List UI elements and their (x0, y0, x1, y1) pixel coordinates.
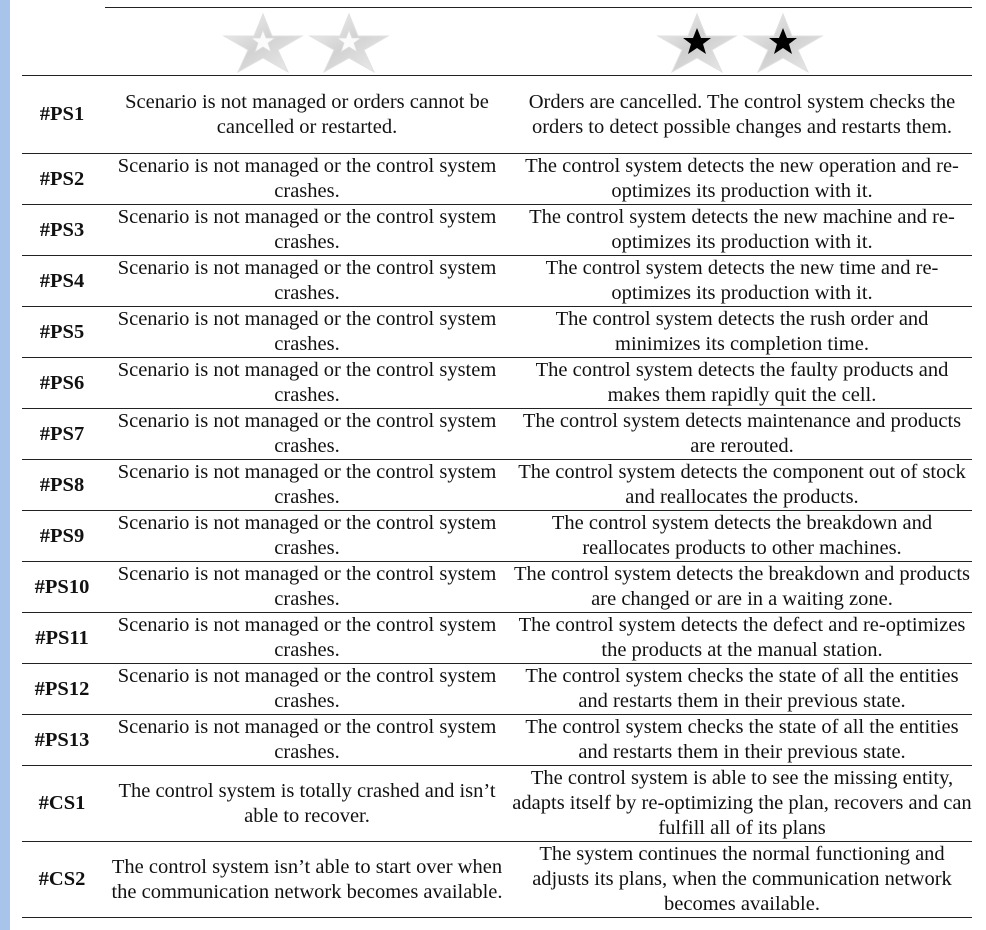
scenario-id: #PS8 (22, 460, 102, 511)
low-result-cell: Scenario is not managed or orders cannot be cancelled or restarted. (102, 76, 512, 154)
silver-star-icon (308, 12, 390, 74)
high-result-cell: The control system detects the new operation and re-optimizes its production with it. (512, 154, 972, 205)
table-row (22, 154, 972, 205)
scenario-id: #PS9 (22, 511, 102, 562)
silver-star-icon (222, 12, 304, 74)
high-result-cell: The control system detects the new machine and re-optimizes its production with it. (512, 205, 972, 256)
table-row (22, 511, 972, 562)
table-row (22, 205, 972, 256)
high-result-cell: The control system detects the defect and re-optimizes the products at the manual station. (512, 613, 972, 664)
high-result-cell: The control system detects the component out of stock and reallocates the products. (512, 460, 972, 511)
table-row (22, 766, 972, 842)
table-row (22, 307, 972, 358)
low-result-cell: Scenario is not managed or the control system crashes. (102, 154, 512, 205)
high-result-cell: The control system checks the state of all the entities and restarts them in their previous state. (512, 664, 972, 715)
low-result-cell: Scenario is not managed or the control system crashes. (102, 511, 512, 562)
scenario-id: #PS1 (22, 76, 102, 154)
high-result-cell: The control system detects the breakdown and reallocates products to other machines. (512, 511, 972, 562)
low-result-cell: Scenario is not managed or the control system crashes. (102, 562, 512, 613)
low-result-cell: Scenario is not managed or the control system crashes. (102, 256, 512, 307)
black-star-icon (656, 12, 738, 74)
scenario-id: #PS5 (22, 307, 102, 358)
table-row (22, 358, 972, 409)
table-row (22, 664, 972, 715)
scenario-table (22, 75, 972, 918)
high-result-cell: The control system detects the rush order and minimizes its completion time. (512, 307, 972, 358)
scenario-id: #CS2 (22, 842, 102, 918)
table-row (22, 562, 972, 613)
low-rating-stars (222, 12, 390, 72)
scenario-id: #CS1 (22, 766, 102, 842)
scenario-id: #PS3 (22, 205, 102, 256)
high-result-cell: Orders are cancelled. The control system checks the orders to detect possible changes and restarts them. (512, 76, 972, 154)
high-result-cell: The control system detects the new time and re-optimizes its production with it. (512, 256, 972, 307)
table-row (22, 715, 972, 766)
scenario-id: #PS2 (22, 154, 102, 205)
table-row (22, 409, 972, 460)
high-result-cell: The control system detects maintenance and products are rerouted. (512, 409, 972, 460)
high-result-cell: The control system checks the state of all the entities and restarts them in their previous state. (512, 715, 972, 766)
low-result-cell: Scenario is not managed or the control system crashes. (102, 205, 512, 256)
low-result-cell: The control system is totally crashed and isn’t able to recover. (102, 766, 512, 842)
high-result-cell: The control system detects the breakdown and products are changed or are in a waiting zone. (512, 562, 972, 613)
scenario-id: #PS12 (22, 664, 102, 715)
scenario-id: #PS6 (22, 358, 102, 409)
high-result-cell: The control system is able to see the missing entity, adapts itself by re-optimizing the plan, recovers and can fulfill all of its plans (512, 766, 972, 842)
high-rating-stars (656, 12, 824, 72)
scenario-id: #PS10 (22, 562, 102, 613)
high-result-cell: The system continues the normal functioning and adjusts its plans, when the communication network becomes available. (512, 842, 972, 918)
high-result-cell: The control system detects the faulty products and makes them rapidly quit the cell. (512, 358, 972, 409)
table-top-rule (105, 7, 972, 8)
low-result-cell: Scenario is not managed or the control system crashes. (102, 307, 512, 358)
low-result-cell: Scenario is not managed or the control system crashes. (102, 664, 512, 715)
low-result-cell: Scenario is not managed or the control system crashes. (102, 460, 512, 511)
table-row (22, 76, 972, 154)
low-result-cell: The control system isn’t able to start over when the communication network becomes available. (102, 842, 512, 918)
left-accent-bar (0, 0, 10, 930)
scenario-id: #PS7 (22, 409, 102, 460)
table-row (22, 460, 972, 511)
table-row (22, 842, 972, 918)
table-row (22, 256, 972, 307)
table-row (22, 613, 972, 664)
low-result-cell: Scenario is not managed or the control system crashes. (102, 715, 512, 766)
low-result-cell: Scenario is not managed or the control system crashes. (102, 358, 512, 409)
scenario-id: #PS13 (22, 715, 102, 766)
black-star-icon (742, 12, 824, 74)
scenario-id: #PS11 (22, 613, 102, 664)
scenario-id: #PS4 (22, 256, 102, 307)
low-result-cell: Scenario is not managed or the control system crashes. (102, 613, 512, 664)
low-result-cell: Scenario is not managed or the control system crashes. (102, 409, 512, 460)
